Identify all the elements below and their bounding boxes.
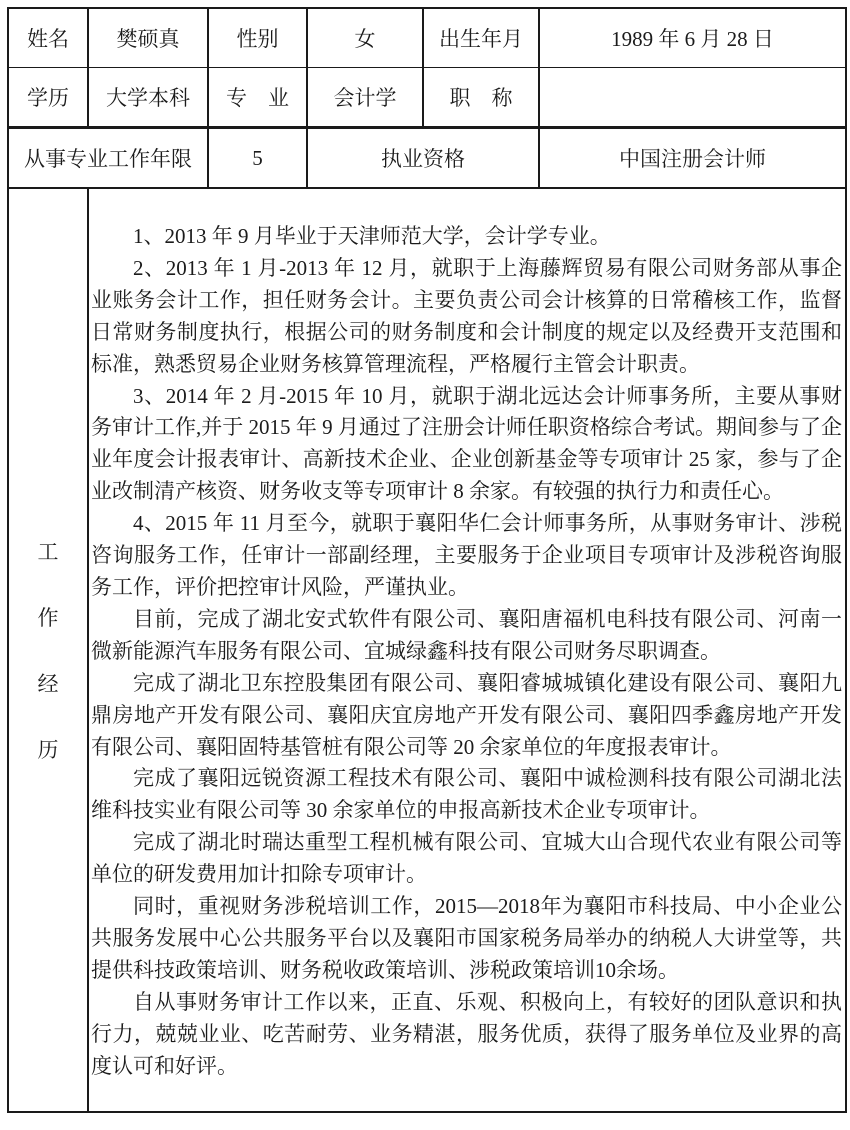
qualification-value: 中国注册会计师 — [539, 128, 846, 189]
name-value: 樊硕真 — [88, 8, 208, 68]
experience-label-char: 工 — [37, 540, 59, 564]
resume-table — [7, 7, 847, 1113]
gender-value: 女 — [307, 8, 423, 68]
experience-paragraph: 1、2013 年 9 月毕业于天津师范大学，会计学专业。 — [133, 224, 611, 248]
table-row — [8, 8, 846, 68]
experience-paragraph: 目前，完成了湖北安式软件有限公司、襄阳唐福机电科技有限公司、河南一微新能源汽车服务有限公司、宜城绿鑫科技有限公司财务尽职调查。 — [91, 606, 842, 663]
title-value — [539, 68, 846, 128]
work-years-label: 从事专业工作年限 — [8, 128, 208, 189]
name-label: 姓名 — [8, 8, 88, 68]
table-row — [8, 188, 846, 1112]
table-row — [8, 68, 846, 128]
experience-paragraph: 完成了襄阳远锐资源工程技术有限公司、襄阳中诚检测科技有限公司湖北法维科技实业有限公司等 30 余家单位的申报高新技术企业专项审计。 — [91, 766, 842, 823]
experience-label-vertical — [9, 536, 87, 764]
experience-paragraph: 自从事财务审计工作以来，正直、乐观、积极向上，有较好的团队意识和执行力，兢兢业业、吃苦耐劳、业务精湛，服务优质，获得了服务单位及业界的高度认可和好评。 — [91, 989, 842, 1078]
experience-paragraph: 4、2015 年 11 月至今，就职于襄阳华仁会计师事务所，从事财务审计、涉税咨询服务工作，任审计一部副经理，主要服务于企业项目专项审计及涉税咨询服务工作，评价把控审计风险，严谨执业。 — [91, 511, 842, 599]
education-label: 学历 — [8, 68, 88, 128]
experience-content — [89, 189, 845, 1109]
experience-paragraph: 完成了湖北卫东控股集团有限公司、襄阳睿城城镇化建设有限公司、襄阳九鼎房地产开发有限公司、襄阳庆宜房地产开发有限公司、襄阳四季鑫房地产开发有限公司、襄阳固特基管桩有限公司等 20 余家单位的年度报表审计。 — [91, 670, 842, 759]
birth-date-label: 出生年月 — [423, 8, 539, 68]
experience-label-char: 历 — [37, 738, 59, 762]
work-years-value: 5 — [208, 128, 307, 189]
qualification-label: 执业资格 — [307, 128, 539, 189]
experience-paragraph: 同时，重视财务涉税培训工作，2015—2018年为襄阳市科技局、中小企业公共服务发展中心公共服务平台以及襄阳市国家税务局举办的纳税人大讲堂等，共提供科技政策培训、财务税收政策培训、涉税政策培训10余场。 — [91, 894, 842, 982]
experience-paragraph: 完成了湖北时瑞达重型工程机械有限公司、宜城大山合现代农业有限公司等单位的研发费用加计扣除专项审计。 — [91, 830, 842, 887]
experience-paragraph: 2、2013 年 1 月-2013 年 12 月，就职于上海藤辉贸易有限公司财务部从事企业账务会计工作，担任财务会计。主要负责公司会计核算的日常稽核工作，监督日常财务制度执行，根据公司的财务制度和会计制度的规定以及经费开支范围和标准，熟悉贸易企业财务核算管理流程，严格履行主管会计职责。 — [91, 255, 842, 376]
major-value: 会计学 — [307, 68, 423, 128]
experience-label-char: 作 — [37, 606, 59, 630]
experience-label-char: 经 — [37, 672, 59, 696]
birth-date-value: 1989 年 6 月 28 日 — [539, 8, 846, 68]
experience-section-label — [8, 188, 88, 1112]
table-row — [8, 128, 846, 189]
experience-paragraph: 3、2014 年 2 月-2015 年 10 月，就职于湖北远达会计师事务所，主要从事财务审计工作,并于 2015 年 9 月通过了注册会计师任职资格综合考试。期间参与了企业年度会计报表审计、高新技术企业、企业创新基金等专项审计 25 家，参与了企业改制清产核资、财务收支等专项审计 8 余家。有较强的执行力和责任心。 — [91, 383, 842, 504]
title-label: 职 称 — [423, 68, 539, 128]
education-value: 大学本科 — [88, 68, 208, 128]
gender-label: 性别 — [208, 8, 307, 68]
major-label: 专 业 — [208, 68, 307, 128]
experience-content-cell — [88, 188, 846, 1112]
